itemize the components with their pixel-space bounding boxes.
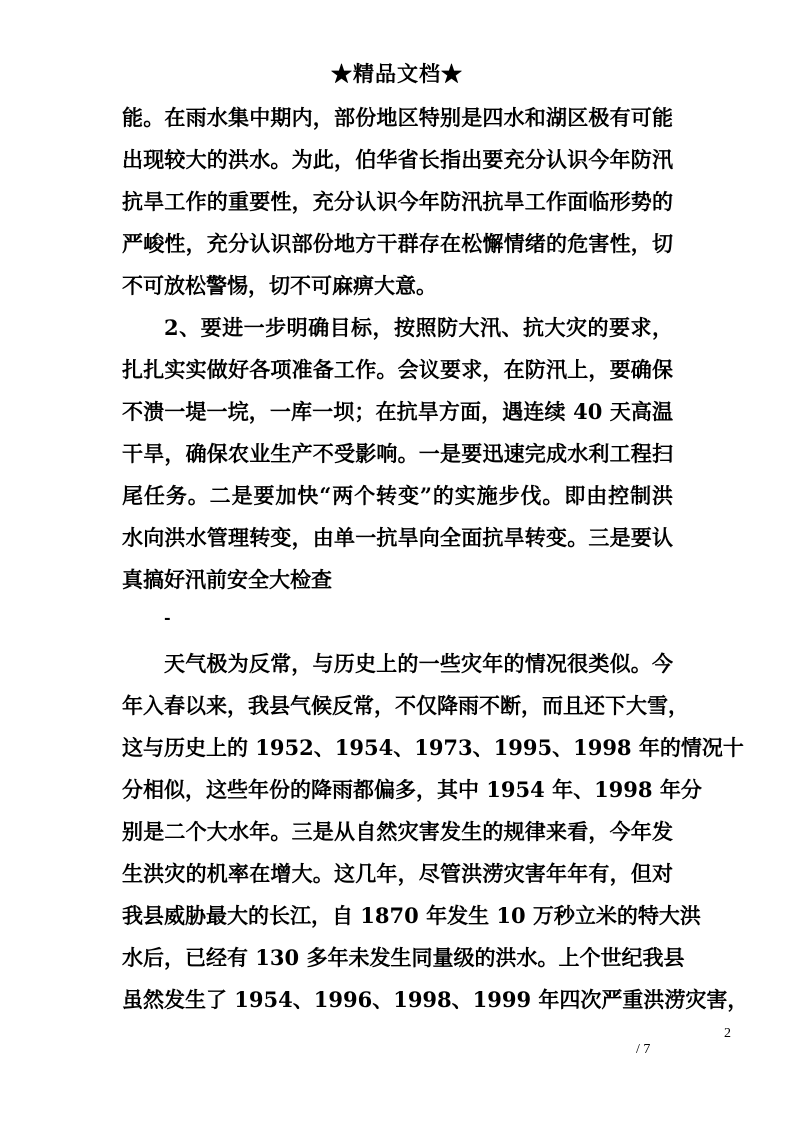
separator-mark: - (164, 608, 171, 627)
text-line: 抗旱工作的重要性，充分认识今年防汛抗旱工作面临形势的 (122, 189, 673, 214)
text-line: 这与历史上的 1952、1954、1973、1995、1998 年的情况十 (122, 735, 744, 760)
page-total: / 7 (636, 1042, 651, 1057)
text-line: 真搞好汛前安全大检查 (122, 567, 332, 592)
text-line: 分相似，这些年份的降雨都偏多，其中 1954 年、1998 年分 (122, 777, 702, 802)
text-line: 虽然发生了 1954、1996、1998、1999 年四次严重洪涝灾害， (122, 987, 749, 1012)
text-line: 严峻性，充分认识部份地方干群存在松懈情绪的危害性，切 (122, 231, 673, 256)
text-line: 尾任务。二是要加快“两个转变”的实施步伐。即由控制洪 (122, 483, 673, 508)
text-line: 2、要进一步明确目标，按照防大汛、抗大灾的要求， (164, 315, 673, 340)
text-line: 干旱，确保农业生产不受影响。一是要迅速完成水利工程扫 (122, 441, 673, 466)
text-line: 天气极为反常，与历史上的一些灾年的情况很类似。今 (164, 651, 673, 676)
text-line: 生洪灾的机率在增大。这几年，尽管洪涝灾害年年有，但对 (122, 861, 673, 886)
text-line: 能。在雨水集中期内，部份地区特别是四水和湖区极有可能 (122, 105, 673, 130)
page-number: 2 (724, 1026, 731, 1041)
text-line: 我县威胁最大的长江，自 1870 年发生 10 万秒立米的特大洪 (122, 903, 701, 928)
text-line: 扎扎实实做好各项准备工作。会议要求，在防汛上，要确保 (122, 357, 673, 382)
text-line: 水后，已经有 130 多年未发生同量级的洪水。上个世纪我县 (122, 945, 685, 970)
page-header: ★精品文档★ (331, 61, 463, 86)
text-line: 年入春以来，我县气候反常，不仅降雨不断，而且还下大雪， (122, 693, 689, 718)
text-line: 出现较大的洪水。为此，伯华省长指出要充分认识今年防汛 (122, 147, 673, 172)
text-line: 水向洪水管理转变，由单一抗旱向全面抗旱转变。三是要认 (122, 525, 673, 550)
text-line: 不溃一堤一垸，一库一坝；在抗旱方面，遇连续 40 天高温 (122, 399, 673, 424)
text-line: 不可放松警惕，切不可麻痹大意。 (122, 273, 437, 298)
text-line: 别是二个大水年。三是从自然灾害发生的规律来看，今年发 (122, 819, 673, 844)
